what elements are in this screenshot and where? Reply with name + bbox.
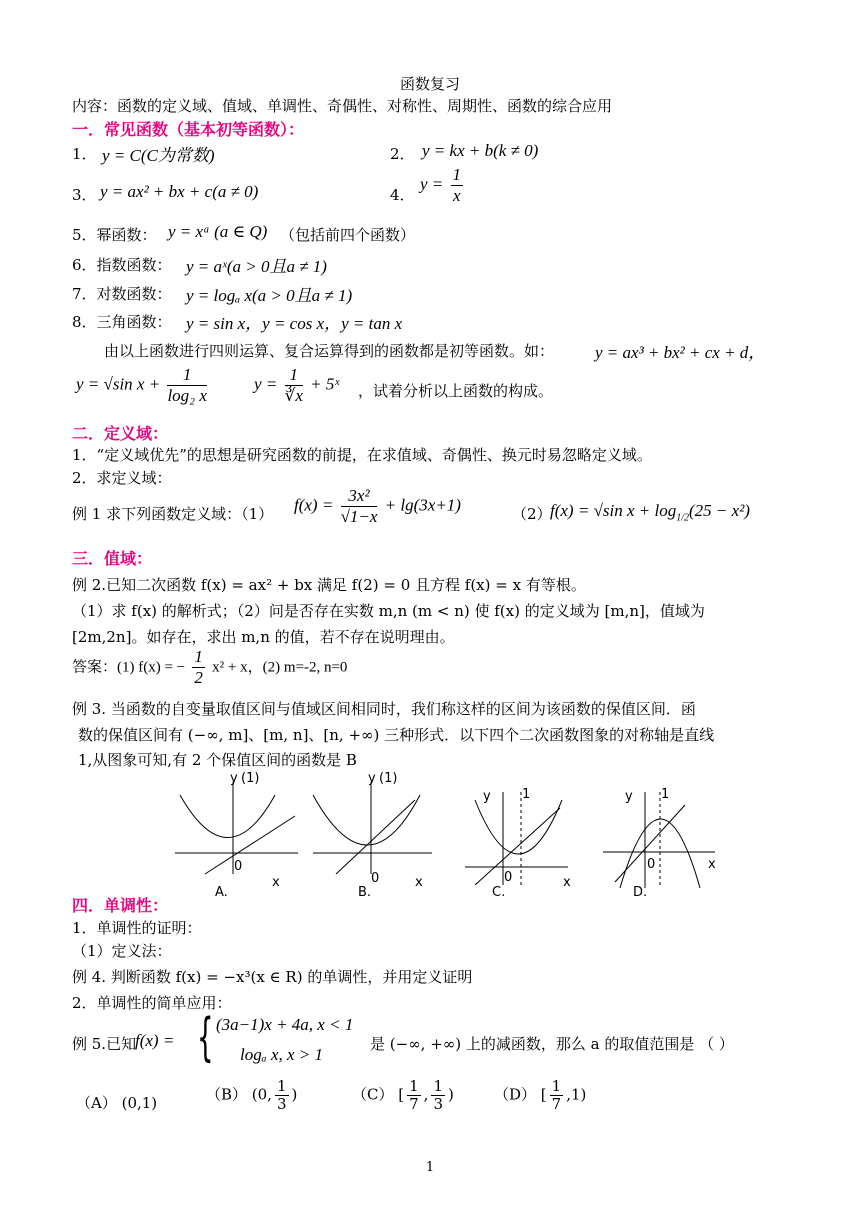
graph-b-origin: 0 [371, 871, 380, 886]
example-1-label: 例 1 求下列函数定义域：（1） [72, 505, 274, 523]
f8-label: 8．三角函数： [72, 313, 172, 331]
f3-num: 3． [72, 186, 97, 204]
composite-text: 由以上函数进行四则运算、复合运算得到的函数都是初等函数。如： [104, 342, 555, 360]
graph-b-label: B. [358, 885, 372, 900]
graph-d-origin: 0 [647, 857, 656, 872]
f1-formula: y = C(C为常数) [102, 146, 215, 165]
f5-formula: y = xᵃ (a ∈ Q) [168, 222, 268, 241]
example-formula-b: y = $\frac{1}{∛x}$ + 5ˣ [254, 365, 340, 405]
graph-c-one: 1 [522, 787, 531, 802]
example-2-line-3: [2m,2n]。如存在，求出 m,n 的值，若不存在说明理由。 [72, 628, 455, 646]
option-a: （A） (0,1) [76, 1094, 158, 1112]
graph-c-label: C. [492, 885, 506, 900]
graph-b-one: (1) [379, 771, 398, 786]
domain-line-2: 2．求定义域： [72, 469, 172, 487]
graph-a [175, 771, 298, 900]
page-number: 1 [425, 1160, 435, 1175]
example-5-fx: f(x) = [135, 1031, 175, 1050]
example-2-line-2: （1）求 f(x) 的解析式；（2）问是否存在实数 m,n (m < n) 使 f(x) 的定义域为 [m,n]，值域为 [72, 602, 705, 620]
f1-num: 1． [72, 145, 97, 163]
graph-b-x-label: x [415, 875, 423, 890]
f8-formula: y = sin x，y = cos x，y = tan x [186, 314, 403, 333]
f6-formula: y = aˣ(a > 0且a ≠ 1) [186, 257, 327, 276]
example-3-line-2: 数的保值区间有 (−∞, m]、[m, n]、[n, +∞) 三种形式．以下四个二次函数图象的对称轴是直线 [78, 726, 715, 744]
graph-a-line [205, 816, 295, 874]
section-2-heading: 二．定义域： [72, 424, 169, 443]
graph-d-x-label: x [708, 857, 716, 872]
graph-b [313, 771, 432, 900]
example-4: 例 4. 判断函数 f(x) = −x³(x ∈ R) 的单调性，并用定义证明 [72, 968, 473, 986]
f4-num: 4． [390, 186, 415, 204]
monotonic-line-3: 2．单调性的简单应用： [72, 994, 232, 1012]
example-5-label: 例 5.已知 [72, 1035, 137, 1053]
f2-formula: y = kx + b(k ≠ 0) [422, 141, 539, 160]
monotonic-line-1: 1．单调性的证明： [72, 919, 202, 937]
f7-label: 7．对数函数： [72, 285, 172, 303]
graph-c-origin: 0 [504, 870, 513, 885]
graph-d-label: D. [633, 885, 648, 900]
option-b: （B） (0, $\frac{1}{3}$ ) [206, 1077, 298, 1113]
content-line: 内容：函数的定义域、值域、单调性、奇偶性、对称性、周期性、函数的综合应用 [72, 97, 613, 115]
example-tail: ，试着分析以上函数的构成。 [358, 382, 554, 400]
graph-c-x-label: x [563, 875, 571, 890]
example-3-line-3: 1,从图象可知,有 2 个保值区间的函数是 B [78, 751, 357, 769]
example-1-formula-2: f(x) = √sin $x + \log_{1/2}(25 - x^2)$ [550, 501, 750, 524]
graph-a-one: (1) [241, 771, 260, 786]
example-1-formula-1: f(x) = $\frac{\text{3x²}}{√1-x}$ + lg(3x+1) [294, 486, 461, 526]
f4-numerator: 1 [452, 165, 462, 184]
option-d: （D） [ $\frac{1}{7}$ ,1) [494, 1077, 587, 1113]
piecewise-case-2: logₐ x, x > 1 [240, 1045, 324, 1064]
f5-label: 5．幂函数： [72, 226, 157, 244]
f7-formula: y = logₐ x(a > 0且a ≠ 1) [186, 286, 353, 305]
example-1-part-2: （2） [512, 505, 552, 523]
example-2-line-1: 例 2.已知二次函数 f(x) = ax² + bx 满足 f(2) = 0 且方程 f(x) = x 有等根。 [72, 576, 586, 594]
example-3-line-1: 例 3. 当函数的自变量取值区间与值域区间相同时，我们称这样的区间为该函数的保值区间．函 [72, 700, 696, 718]
graph-c-line [475, 808, 560, 885]
graph-b-parabola [313, 795, 420, 845]
graph-a-label: A. [215, 885, 228, 900]
f6-label: 6．指数函数： [72, 256, 172, 274]
section-1-heading: 一．常见函数（基本初等函数）： [72, 120, 305, 139]
piecewise-case-1: (3a−1)x + 4a, x < 1 [216, 1015, 354, 1034]
graphs-figure [170, 770, 730, 900]
graph-c-y-label: y [483, 789, 491, 804]
graph-a-y-label: y [230, 771, 238, 786]
graph-d-one: 1 [661, 787, 670, 802]
graph-a-origin: 0 [234, 859, 243, 874]
monotonic-line-2: （1）定义法： [72, 942, 172, 960]
f4-formula: y = $\frac{1}{x}$ [420, 165, 462, 205]
example-5-question: 是 (−∞, +∞) 上的减函数，那么 a 的取值范围是 （ ） [370, 1035, 734, 1053]
graph-d-y-label: y [625, 789, 633, 804]
page-title: 函数复习 [399, 75, 460, 93]
graph-a-parabola [180, 795, 275, 838]
option-c: （C） [ $\frac{1}{7}$ , $\frac{1}{3}$ ) [352, 1077, 454, 1113]
domain-line-1: 1．“定义域优先”的思想是研究函数的前提，在求值域、奇偶性、换元时易忽略定义域。 [72, 446, 652, 464]
f4-denominator: x [453, 185, 461, 205]
graph-b-y-label: y [368, 771, 376, 786]
f3-formula: y = ax² + bx + c(a ≠ 0) [100, 182, 259, 201]
section-4-heading: 四．单调性： [72, 896, 169, 915]
example-formula-a: y = √sin x + $\frac{1}{\text{log₂ x}}$ [76, 365, 207, 405]
graph-b-line [336, 800, 415, 874]
section-3-heading: 三．值域： [72, 549, 153, 568]
piecewise-brace: { [197, 1008, 214, 1068]
graph-c [465, 787, 571, 900]
composite-formula: y = ax³ + bx² + cx + d， [595, 343, 766, 362]
answer-line: 答案：(1) f(x) = − $\frac{1}{2}$ x² + x，(2) m=-2, n=0 [72, 647, 348, 687]
graph-a-x-label: x [272, 875, 280, 890]
graph-d [603, 787, 716, 900]
f5-note: （包括前四个函数） [280, 226, 416, 244]
f2-num: 2． [390, 145, 415, 163]
